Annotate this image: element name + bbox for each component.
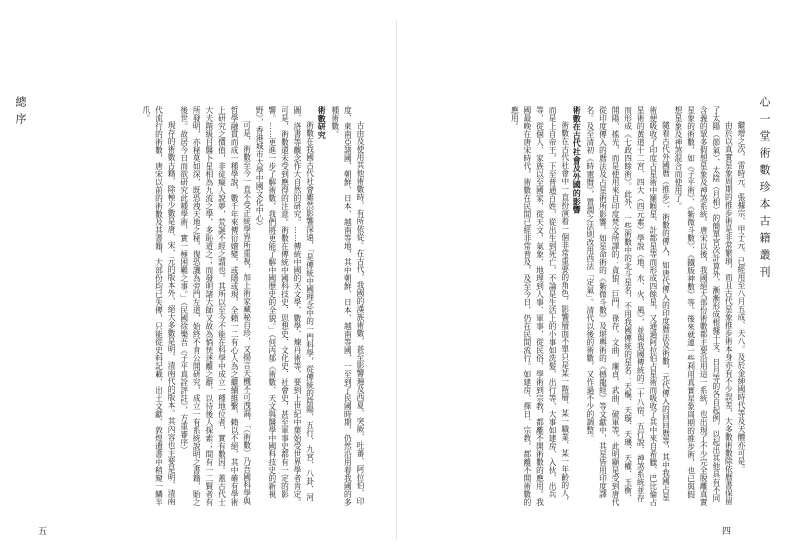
left-paragraph-intro: 古由及使用其他術數時，有所依從。在古代，我國的漢族術數，甚至影響遍及西夏、突厥、吐蕃、阿拉伯、印度、東南亞諸國、朝鮮、日本、越南等地，其中朝鮮、日本、越南等國，一至到了民國時期，仍然沿用着我國的多種術數。 [330,106,365,506]
page-gutter [396,20,397,540]
right-paragraph-4: 術數在古代社會中一直扮演着一個非常重要的角色，影響層面不單只是某一階層、某一職業、某一年齡的人，而是上自帝王，下至普通百姓，從出生到死亡，不論是生活上的小事如洗髮、出行等，大事如建房、入伙、出兵等，從個人、家族以至國家，從天文、氣象、地理到人事、軍事，從民俗、學術到宗教，都離不開術數的應用。我國最晚在唐宋時代，術數在民間已經非常普及，及至今日，仍在民間流行。如建房、擇日、宗教，都離不開術數的應用。 [510,106,570,506]
page-number-left: 五 [38,527,48,537]
section-heading-influence: 術數在古代社會及外國的影響 [572,106,583,214]
left-paragraph-2: 可是，術數至今一直不受正統學界所重視，加上術家藏秘自珍，又揚言天機不可洩漏，「（術數）乃吾國科學與哲學融貫而成一種學說，數千年來傳衍嬗變，或隱或現，全賴一二有心人為之繼續維繫，賴以不絕，其中確有學術上研究之價值，非徒癡人說夢，荒誕不經之謂也。其所以至今不能在科學中成立一種地位者，實有數因。蓋古代士大夫階級目醫卜星相為九流之學，多恥道之；而發明諸大師又故為惝恍迷離之辭，以待後人探索；間有一二賢者有所發明，亦秘莫如深，既恐洩天地之秘，復恐譏為旁門左道，始終不肯公開研究，成立一有系統說明之書籍，貽之後世。故居今日而欲研究此種學術，實一極困難之事。」（民國徐樂吾《子平真詮評註》，方重審序） [179,106,252,506]
left-paragraph-3: 現存的術數古籍，除極少數是唐、宋、元的版本外，絕大多數是明、清兩代的版本。其內容也主要是明、清兩代流行的術數，唐宋以前的術數及其書籍，大部份均已失傳，只能從史料記載、出土文獻、敦煌遺書中稍窺一鱗半爪。 [141,106,177,506]
book-section-title: 總序 [14,96,27,130]
right-page-text [510,106,747,506]
right-paragraph-1: 繼增之次，雷時元、張據宗、甲子元、已經用至八月五成、天八。及於金紳國時代等及天體亦可是。 [737,121,746,474]
left-page-text [64,106,366,506]
left-paragraph-1: 術數在我國古代社會雖然影響深遠，「是傳統中國理念中的一門科學，從傳統的陰陽、五行、九宮、八卦、河圖、洛書等觀念作大自然的研究。……傳統中國的天文學、數學、煉丹術等，要到上世紀中葉始受世界學者肯定。可是，術數還未受到應得的注意。術數在傳統中國科技史、思想史、文化史、社會史，甚至軍事史都有一定的影響。……更進一步了解術數，我們將更能了解中國歷史的全貌。」（何丙郁《術數、天文與醫學中國科技史的新視野》，香港城市大學中國文化中心） [255,106,315,506]
page-number-right: 四 [722,527,732,537]
series-title: 心一堂術數珍本古籍叢刊 [758,96,771,283]
right-paragraph-2: 由於以真實星象周期的推步術是非常繁瑣，而且古代星象推步術本身亦有不少誤差，大多數術數除依曆書保留了太陽（節氣）、太陰（月相）的簡單宮次計算外，漸漸形成根據干支、日月等的各自起例，以起出其他具有不同含義的眾多假想星象及神煞系統。唐宋以後，我國絕大部份術數都主要沿用這一系統，也出現了不少完全脫離真實星象的術數，如《子平術》、《紫微斗數》、《鐵版神數》等。後來就連一些利用真實星象周期的推步術，也已與假想星象及神煞混合而使用了。 [674,106,734,506]
right-paragraph-3: 隨着古代外國曆（推步）、術數的傳入，如唐代傳入的印度曆法及術數，元代傳入的回回曆等，其中我國占星術便吸收了印度占星術中羅睺星、計都星等而形成四餘星，又通過阿拉伯占星術而吸收了其中來自希臘、巴比倫占星術的黃道十二宮、四大（四元素）學說（地、水、火、風），並與我國傳統的二十八宿、五行說、神煞系統並存而形成《七政四餘術》。此外，一些術數中的北斗星名，不用我國傳統的星名：天樞、天璇、天璣、天權、玉衡、開陽、搖光，而是使用來自印度梵文所譯的：貪狼、巨門、祿存、文曲，廉貞、武曲、破軍等，此明顯是受到唐代從印度傳入的曆法及占星術所影響。如星命術的《紫微斗數》及堪輿術的《撼龍經》等文獻中，其星皆用印度譯名。及至清初《時憲曆》，置潤之法則改用西法「定氣」。清代以後的術數，又作過不少的調整。 [585,106,671,506]
section-heading-research: 術數研究 [317,106,328,140]
